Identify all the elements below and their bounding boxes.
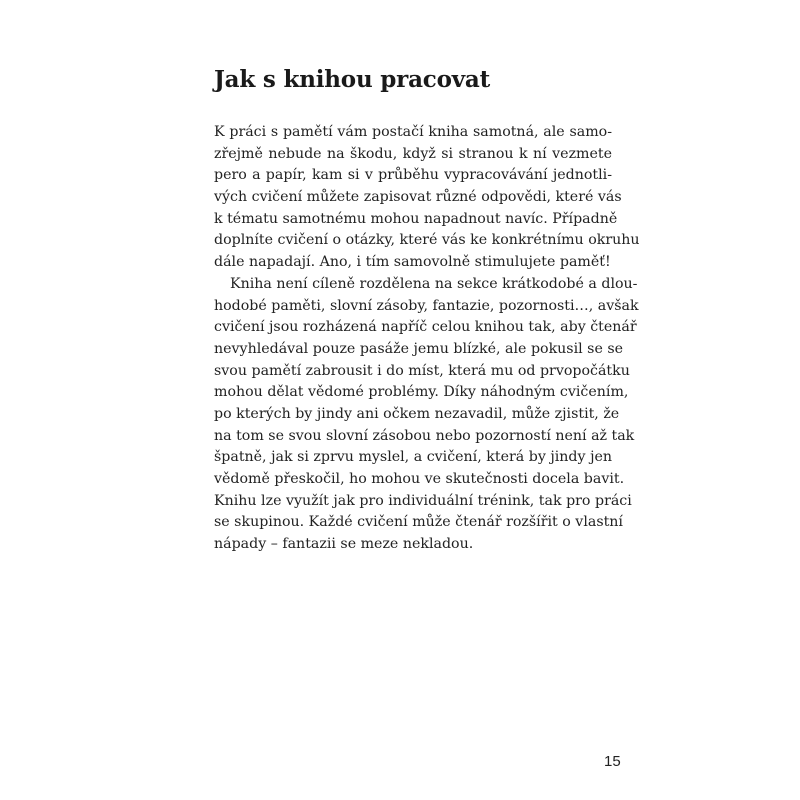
text-line: po kterých by jindy ani očkem nezavadil, může zjistit, že — [214, 405, 620, 422]
text-line: doplníte cvičení o otázky, které vás ke konkrétnímu okruhu — [214, 232, 640, 249]
text-line: Kniha není cíleně rozdělena na sekce krátkodobé a dlou- — [230, 275, 638, 292]
text-line: se skupinou. Každé cvičení může čtenář rozšířit o vlastní — [214, 514, 623, 531]
text-line: mohou dělat vědomé problémy. Díky náhodným cvičením, — [214, 384, 629, 401]
text-line: vých cvičení můžete zapisovat různé odpovědi, které vás — [214, 189, 622, 206]
text-line: nevyhledával pouze pasáže jemu blízké, ale pokusil se se — [214, 340, 624, 357]
text-line: dále napadají. Ano, i tím samovolně stimulujete paměť! — [214, 254, 611, 271]
paragraph-2 — [214, 274, 639, 556]
text-line: zřejmě nebude na škodu, když si stranou k ní vezmete — [214, 145, 612, 162]
text-line: k tématu samotnému mohou napadnout navíc. Případně — [214, 210, 618, 227]
text-line: špatně, jak si zprvu myslel, a cvičení, která by jindy jen — [214, 449, 612, 466]
text-line: vědomě přeskočil, ho mohou ve skutečnosti docela bavit. — [214, 471, 625, 487]
text-line: pero a papír, kam si v průběhu vypracovávání jednotli- — [214, 167, 612, 184]
body-text — [214, 122, 640, 556]
text-line: cvičení jsou rozházená napříč celou knihou tak, aby čtenář — [214, 319, 637, 336]
page-number: 15 — [604, 753, 621, 770]
text-line: na tom se svou slovní zásobou nebo pozorností není až tak — [214, 427, 635, 444]
text-line: K práci s pamětí vám postačí kniha samotná, ale samo- — [214, 124, 612, 140]
text-line: svou pamětí zabrousit i do míst, která mu od prvopočátku — [214, 362, 630, 379]
paragraph-1 — [214, 122, 640, 274]
section-heading: Jak s knihou pracovat — [214, 66, 491, 93]
text-line: hodobé paměti, slovní zásoby, fantazie, pozornosti…, avšak — [214, 297, 639, 314]
text-line: nápady – fantazii se meze nekladou. — [214, 536, 474, 553]
text-line: Knihu lze využít jak pro individuální trénink, tak pro práci — [214, 492, 632, 509]
